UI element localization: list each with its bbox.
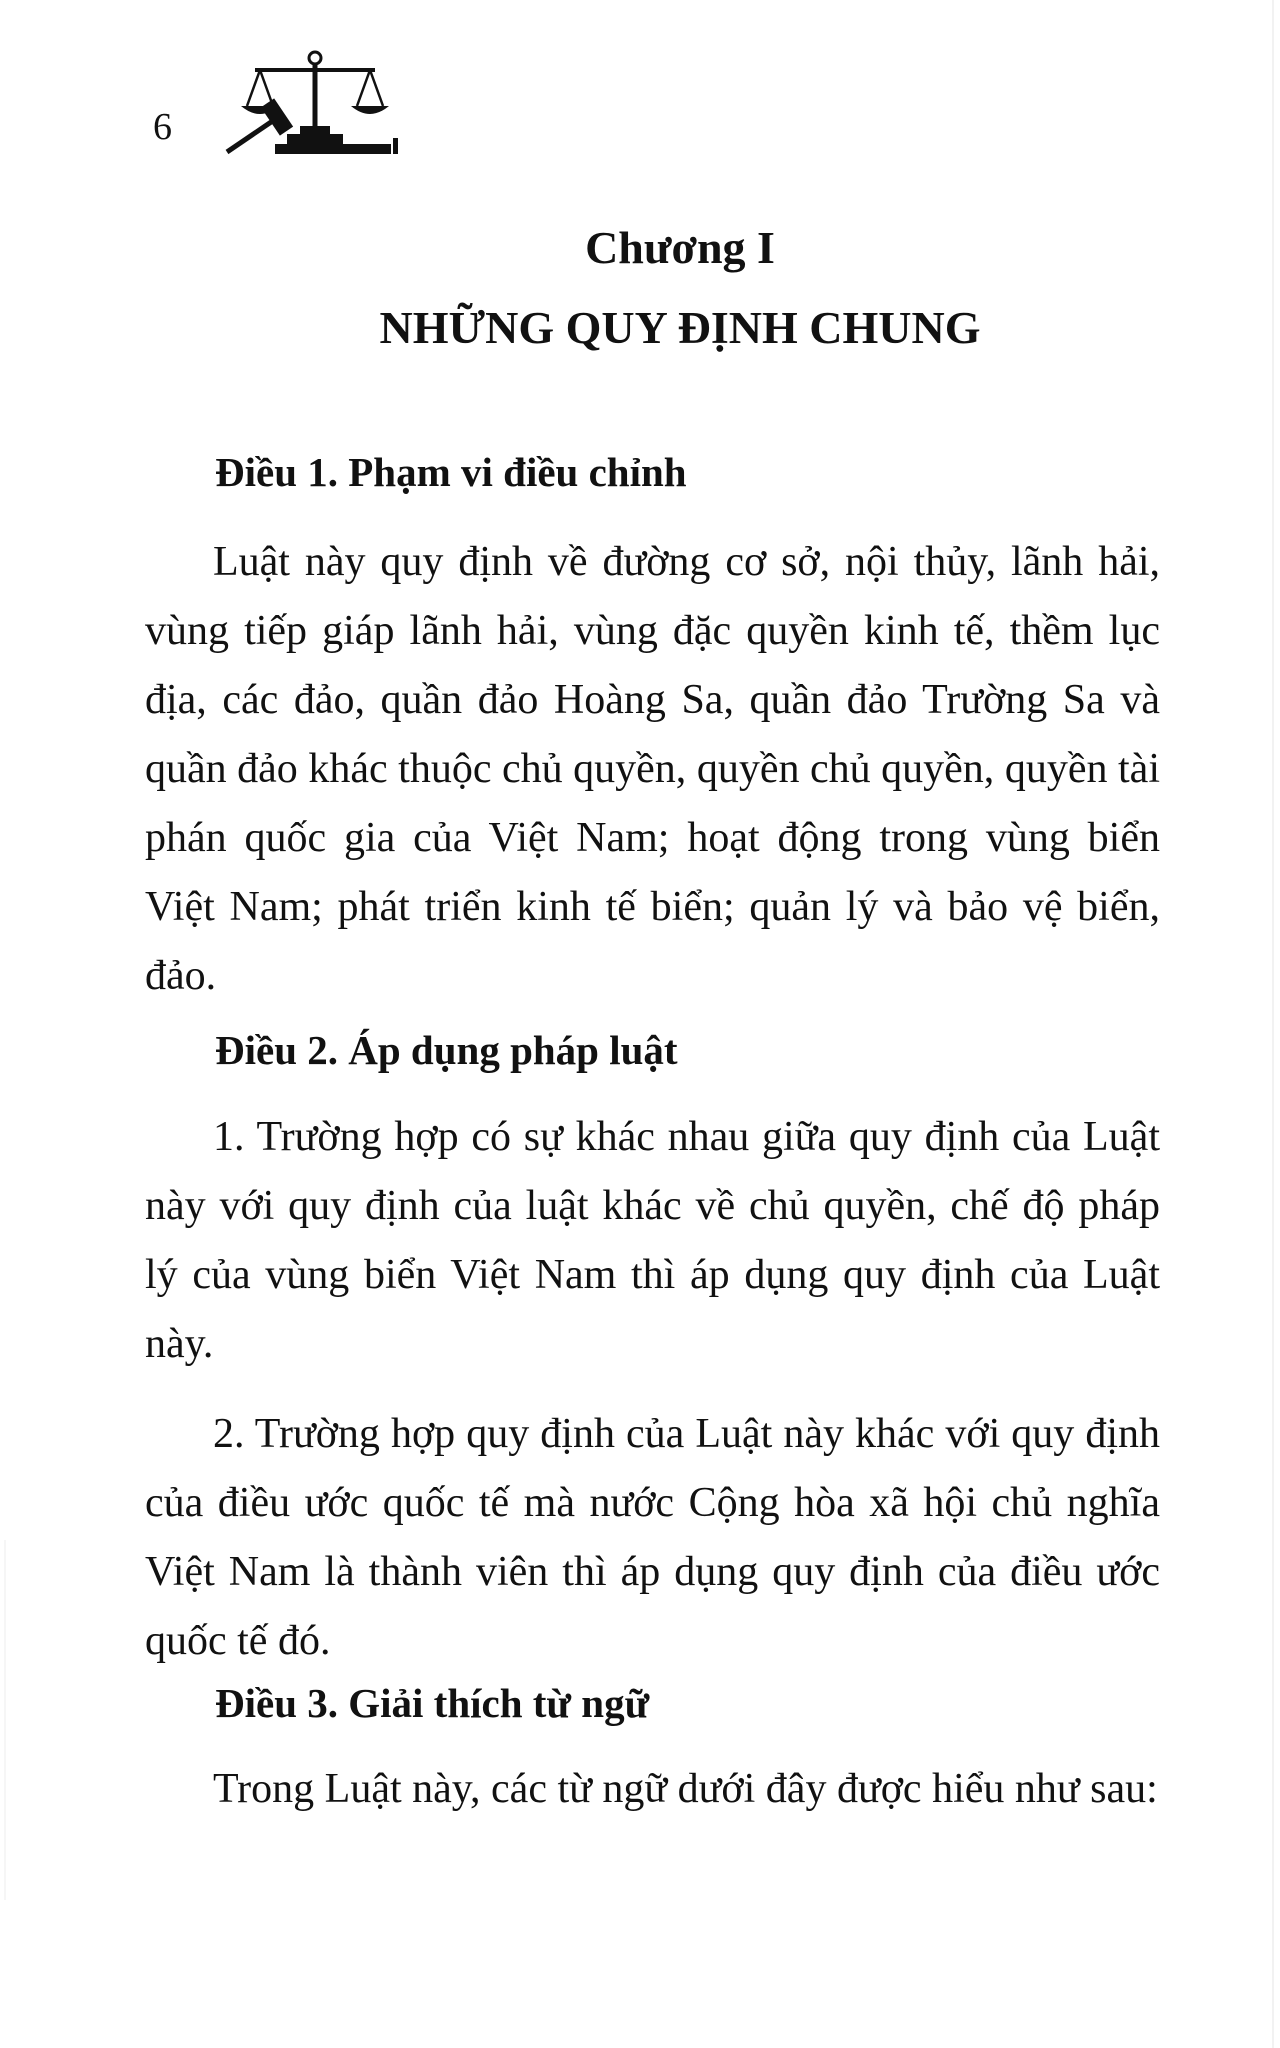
article-paragraph: 1. Trường hợp có sự khác nhau giữa quy định của Luật này với quy định của luật khác về chủ quyền, chế độ pháp lý của vùng biển Việt Nam thì áp dụng quy định của Luật này. — [145, 1114, 1160, 1367]
article-heading: Điều 1. Phạm vi điều chỉnh — [215, 449, 687, 495]
article-paragraph: 2. Trường hợp quy định của Luật này khác với quy định của điều ước quốc tế mà nước Cộng hòa xã hội chủ nghĩa Việt Nam là thành viên thì áp dụng quy định của điều ước quốc tế đó. — [145, 1411, 1160, 1664]
article-heading: Điều 3. Giải thích từ ngữ — [215, 1680, 650, 1726]
article-paragraph: Trong Luật này, các từ ngữ dưới đây được hiểu như sau: — [213, 1766, 1158, 1812]
article-heading: Điều 2. Áp dụng pháp luật — [215, 1027, 678, 1073]
chapter-title: Chương I — [585, 222, 775, 273]
page-number: 6 — [153, 106, 172, 148]
page-edge-shadow-left — [4, 1540, 6, 1900]
article-paragraph: Luật này quy định về đường cơ sở, nội thủy, lãnh hải, vùng tiếp giáp lãnh hải, vùng đặc quyền kinh tế, thềm lục địa, các đảo, quần đảo Hoàng Sa, quần đảo Trường Sa và quần đảo khác thuộc chủ quyền, quyền chủ quyền, quyền tài phán quốc gia của Việt Nam; hoạt động trong vùng biển Việt Nam; phát triển kinh tế biển; quản lý và bảo vệ biển, đảo. — [145, 539, 1160, 999]
scales-of-justice-gavel-icon — [225, 48, 400, 158]
chapter-subtitle: NHỮNG QUY ĐỊNH CHUNG — [379, 302, 981, 353]
